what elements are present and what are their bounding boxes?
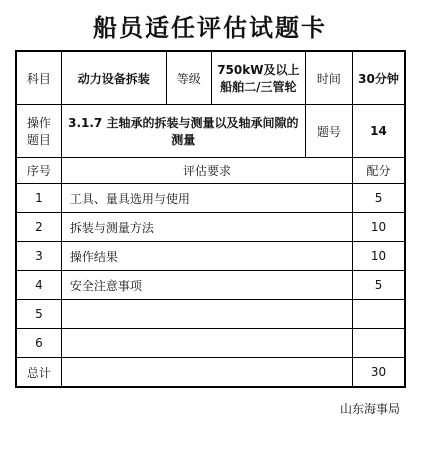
item-seq: 3 <box>16 242 61 271</box>
header-row <box>16 51 405 105</box>
item-score: 10 <box>353 213 405 242</box>
total-row <box>16 358 405 388</box>
document-title: 船员适任评估试题卡 <box>93 13 327 42</box>
total-spacer <box>61 358 352 388</box>
subject-value: 动力设备拆装 <box>61 51 166 105</box>
item-requirement: 安全注意事项 <box>61 271 352 300</box>
question-number-value: 14 <box>353 105 405 158</box>
item-seq: 1 <box>16 184 61 213</box>
item-score: 5 <box>353 184 405 213</box>
item-requirement <box>61 300 352 329</box>
question-number-label: 题号 <box>305 105 352 158</box>
operation-label: 操作题目 <box>16 105 61 158</box>
item-requirement: 操作结果 <box>61 242 352 271</box>
exam-card-table <box>15 50 406 388</box>
time-label: 时间 <box>305 51 352 105</box>
table-row <box>16 184 405 213</box>
score-header: 配分 <box>353 158 405 184</box>
item-seq: 2 <box>16 213 61 242</box>
item-seq: 4 <box>16 271 61 300</box>
table-row <box>16 213 405 242</box>
item-requirement <box>61 329 352 358</box>
table-row <box>16 300 405 329</box>
table-row <box>16 271 405 300</box>
subject-label: 科目 <box>16 51 61 105</box>
item-score <box>353 329 405 358</box>
table-row <box>16 329 405 358</box>
grade-label: 等级 <box>166 51 211 105</box>
time-value: 30分钟 <box>353 51 405 105</box>
table-row <box>16 242 405 271</box>
column-header-row <box>16 158 405 184</box>
operation-row <box>16 105 405 158</box>
item-score: 5 <box>353 271 405 300</box>
item-requirement: 拆装与测量方法 <box>61 213 352 242</box>
item-score: 10 <box>353 242 405 271</box>
item-seq: 6 <box>16 329 61 358</box>
issuer-name: 山东海事局 <box>339 402 400 416</box>
seq-header: 序号 <box>16 158 61 184</box>
requirements-header: 评估要求 <box>61 158 352 184</box>
item-score <box>353 300 405 329</box>
total-label: 总计 <box>16 358 61 388</box>
item-requirement: 工具、量具选用与使用 <box>61 184 352 213</box>
grade-value: 750kW及以上船舶二/三管轮 <box>211 51 305 105</box>
item-seq: 5 <box>16 300 61 329</box>
operation-value: 3.1.7 主轴承的拆装与测量以及轴承间隙的测量 <box>61 105 305 158</box>
total-value: 30 <box>353 358 405 388</box>
